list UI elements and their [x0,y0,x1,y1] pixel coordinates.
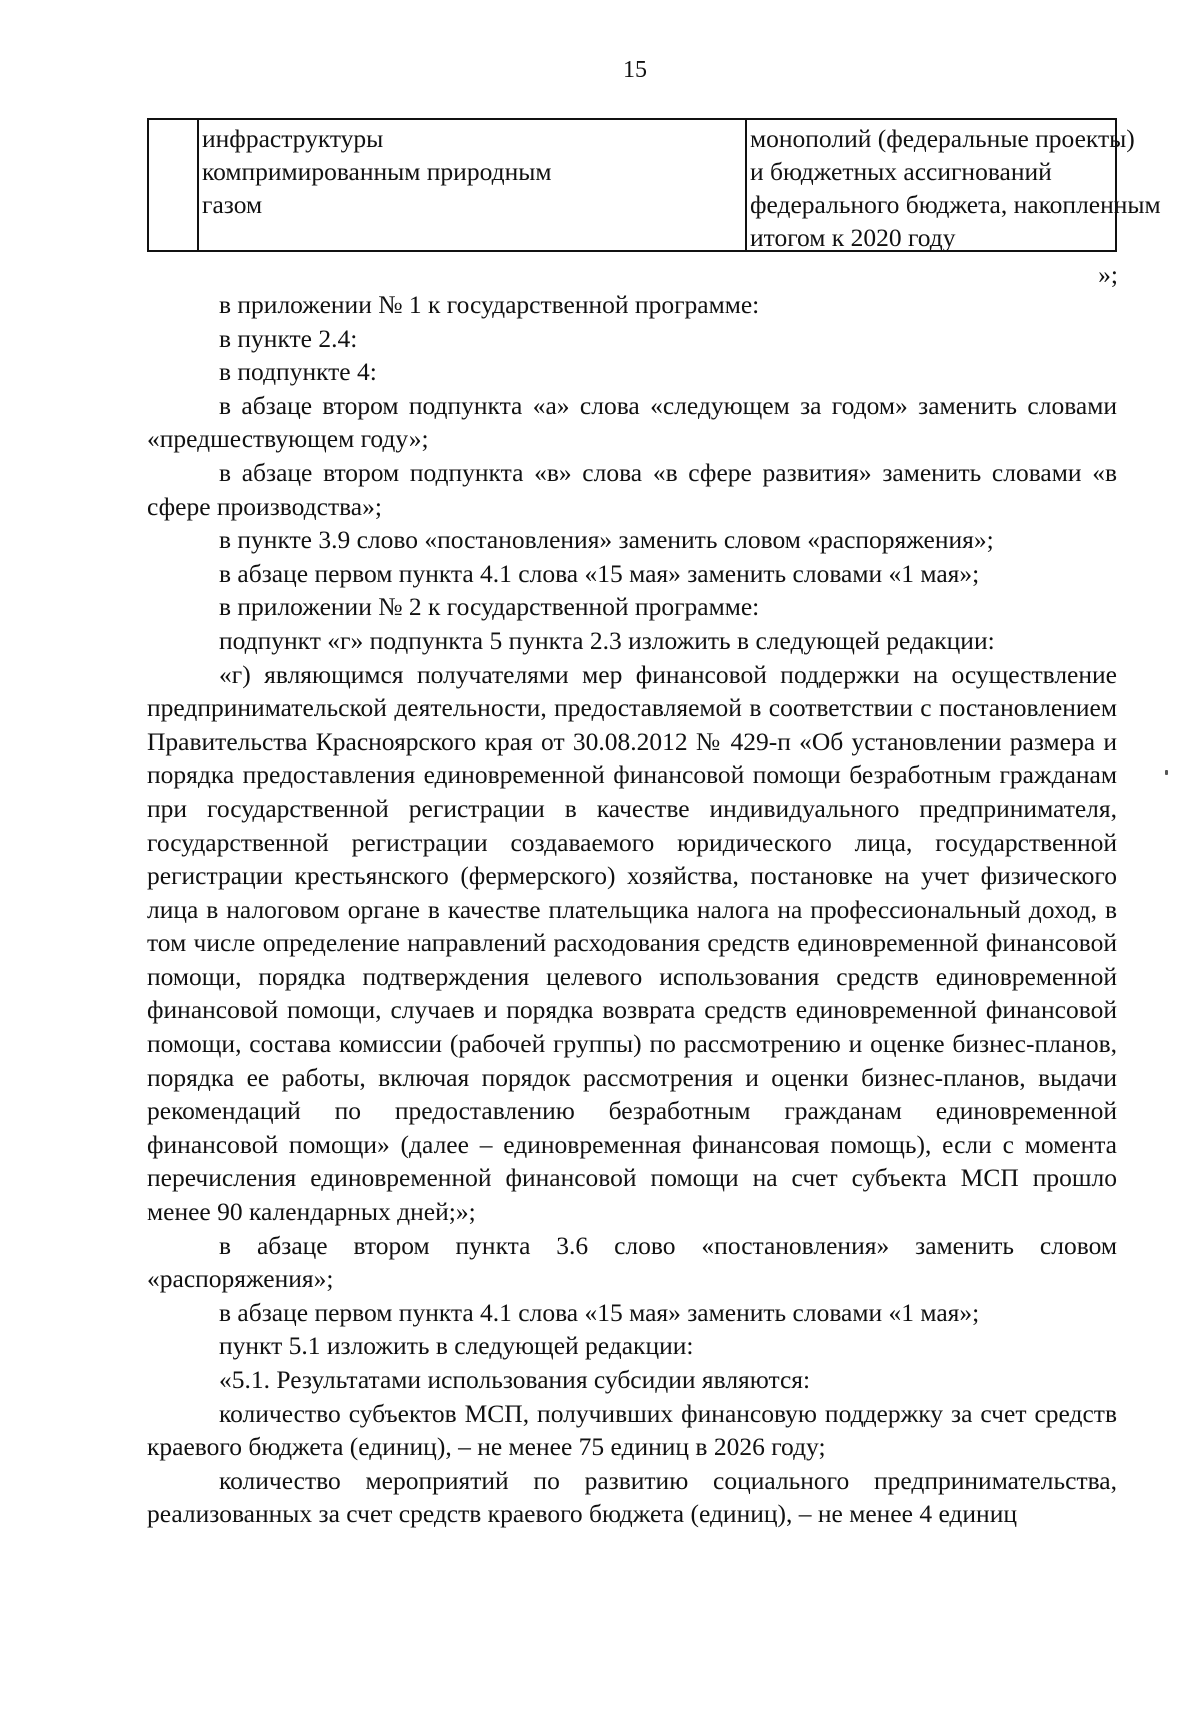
table-name-line: газом [202,190,263,219]
paragraph: в подпункте 4: [219,357,377,387]
table-cell-source [747,120,1161,252]
table-source-line: итогом к 2020 году [750,223,956,252]
paragraph: в пункте 2.4: [219,323,358,353]
continuation-table [147,118,1161,252]
paragraph: в абзаце втором подпункта «в» слова «в сфере развития» заменить словами «в сфере производства»; [147,457,1117,521]
page-number: 15 [623,57,647,83]
paragraph: в абзаце втором подпункта «а» слова «следующем за годом» заменить словами «предшествующем году»; [147,390,1117,454]
paragraph: в пункте 3.9 слово «постановления» заменить словом «распоряжения»; [219,525,994,555]
table-source-line: монополий (федеральные проекты) [750,124,1135,153]
table-source-line: и бюджетных ассигнований [750,157,1052,186]
paragraph: количество субъектов МСП, получивших финансовую поддержку за счет средств краевого бюджета (единиц), – не менее 75 единиц в 2026 году; [147,1398,1117,1462]
paragraph: «5.1. Результатами использования субсидии являются: [219,1365,811,1394]
paragraph: в абзаце втором пункта 3.6 слово «постановления» заменить словом «распоряжения»; [147,1230,1117,1294]
scan-speck [1165,770,1168,775]
table-cell-name [199,120,747,250]
table-name-line: инфраструктуры [202,124,384,153]
paragraph: пункт 5.1 изложить в следующей редакции: [219,1331,694,1361]
paragraph: в приложении № 1 к государственной программе: [219,290,760,319]
paragraph: в приложении № 2 к государственной программе: [219,592,760,622]
table-cell-number [149,120,199,250]
closing-quote: »; [1098,260,1118,289]
paragraph: в абзаце первом пункта 4.1 слова «15 мая» заменить словами «1 мая»; [219,1297,980,1327]
table-source-line: федерального бюджета, накопленным [750,190,1161,219]
paragraph: «г) являющимся получателями мер финансовой поддержки на осуществление предпринимательской деятельности, предоставляемой в соответствии с постановлением Правительства Красноярского края от 30.08.2012 № 429-п «Об установлении размера и порядка предоставления единовременной финансовой помощи безработным гражданам при государственной регистрации в качестве индивидуального предпринимателя, государственной регистрации создаваемого юридического лица, государственной регистрации крестьянского (фермерского) хозяйства, постановке на учет физического лица в налоговом органе в качестве плательщика налога на профессиональный доход, в том числе определение направлений расходования средств единовременной финансовой помощи, порядка подтверждения целевого использования средств единовременной финансовой помощи, случаев и порядка возврата средств единовременной финансовой помощи, состава комиссии (рабочей группы) по рассмотрению и оценке бизнес-планов, порядка ее работы, включая порядок рассмотрения и оценки бизнес-планов, выдачи рекомендаций по предоставлению безработным гражданам единовременной финансовой помощи» (далее – единовременная финансовая помощь), если с момента перечисления единовременной финансовой помощи на счет субъекта МСП прошло менее 90 календарных дней;»; [147,659,1117,1227]
paragraph: в абзаце первом пункта 4.1 слова «15 мая» заменить словами «1 мая»; [219,558,980,588]
table-name-line: компримированным природным [202,157,552,186]
paragraph: подпункт «г» подпункта 5 пункта 2.3 изложить в следующей редакции: [219,625,995,655]
document-body [147,288,1117,1531]
paragraph: количество мероприятий по развитию социального предпринимательства, реализованных за счет средств краевого бюджета (единиц), – не менее 4 единиц [147,1465,1117,1529]
